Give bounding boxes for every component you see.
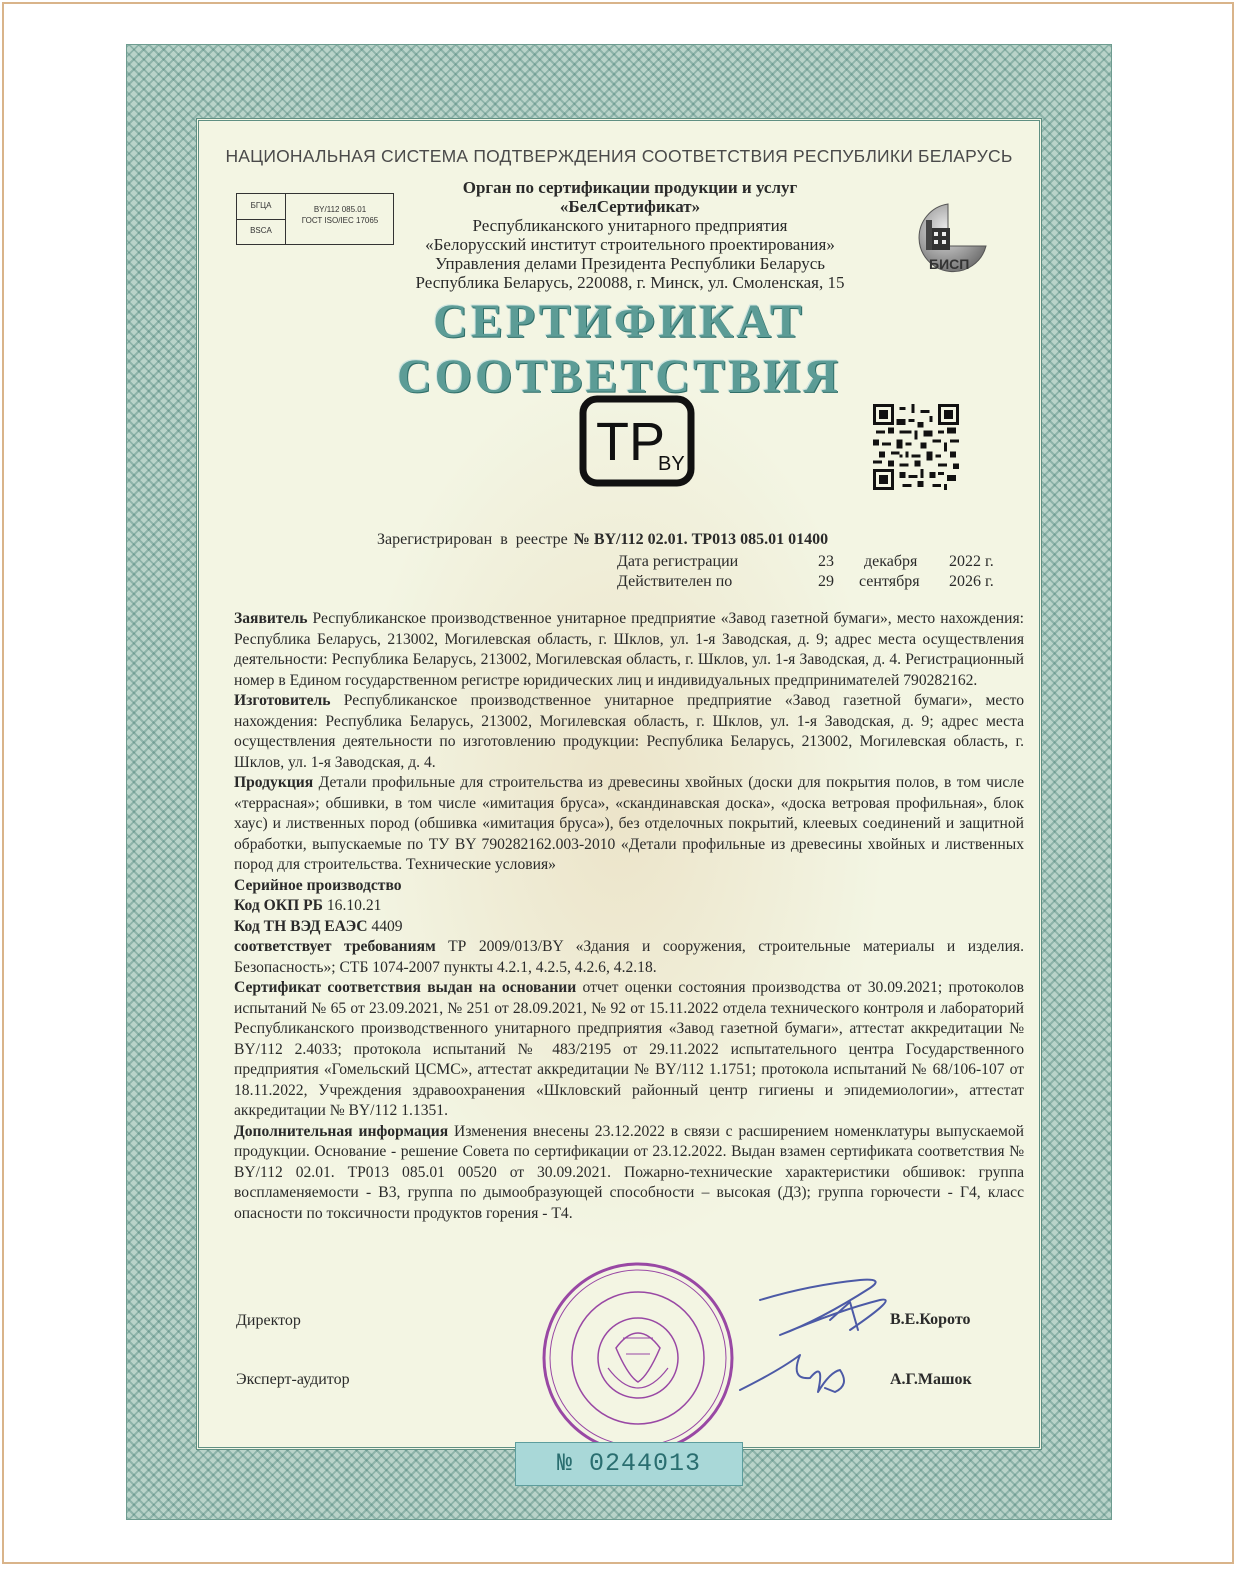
registration-year: 2022 г. [949, 553, 994, 570]
registry-prefix: Зарегистрирован в реестре [377, 531, 568, 548]
conforms-section [234, 937, 1024, 978]
tr-mark-sub: BY [658, 453, 685, 475]
bisp-logo-text: БИСП [929, 256, 970, 272]
organ-line: «Белорусский институт строительного проектирования» [425, 235, 835, 254]
accreditation-mark [236, 193, 394, 245]
applicant-section [234, 609, 1024, 691]
extra-info-label: Дополнительная информация [234, 1122, 449, 1140]
tr-conformity-mark-icon [578, 394, 696, 488]
registration-day: 23 [818, 553, 834, 570]
director-label: Директор [236, 1312, 301, 1329]
certificate-body [234, 609, 1024, 1224]
basis-section [234, 978, 1024, 1122]
organ-line: Орган по сертификации продукции и услуг [462, 178, 798, 197]
tnved-code [234, 917, 1024, 938]
accreditation-number: BY/112 085.01 [313, 205, 367, 214]
okp-value: 16.10.21 [322, 897, 382, 914]
extra-info-text: Изменения внесены 23.12.2022 в связи с расширением номенклатуры выпускаемой продукции. Основание - решение Совета по сертификации от 23.12.2022. Выдан взамен сертификата соответствия № BY/112 02.01. ТР013 085.01 00520 от 30.09.2021. Пожарно-технические характеристики обшивок: группа воспламеняемости - В3, группа по дымообразующей способности – высокая (Д3); группа горючести - Г4, класс опасности по токсичности продуктов горения - Т4. [234, 1122, 1024, 1222]
product-text: Детали профильные для строительства из древесины хвойных (доски для покрытия полов, в том числе «террасная»; обшивки, в том числе «имитация бруса», «скандинавская доска», «доска ветровая профильная», блок хаус) и лиственных пород (обшивка «имитация бруса»), без отделочных покрытий, клеевых соединений и защитной обработки, выпускаемые по ТУ BY 790282162.003-2010 «Детали профильные из древесины хвойных и лиственных пород для строительства. Технические условия» [234, 774, 1024, 873]
okp-code [234, 896, 1024, 917]
director-name: В.Е.Корото [890, 1311, 971, 1328]
basis-label: Сертификат соответствия выдан на основании [234, 979, 577, 996]
serial-label: Серийное производство [234, 876, 402, 894]
manufacturer-text: Республиканское производственное унитарное предприятие «Завод газетной бумаги», место нахождения: Республика Беларусь, 213002, Могилевская область, г. Шклов, ул. 1-я Заводская, д. 9; адрес места осуществления деятельности по изготовлению продукции: Республика Беларусь, 213002, Могилевская область, г. Шклов, ул. 1-я Заводская, д. 4. [234, 692, 1024, 771]
registry-number: № BY/112 02.01. ТР013 085.01 01400 [573, 531, 829, 548]
applicant-label: Заявитель [234, 610, 308, 627]
extra-info-section [234, 1122, 1024, 1225]
valid-day: 29 [818, 573, 834, 590]
national-system-header: НАЦИОНАЛЬНАЯ СИСТЕМА ПОДТВЕРЖДЕНИЯ СООТВЕТСТВИЯ РЕСПУБЛИКИ БЕЛАРУСЬ [225, 146, 1013, 166]
registry-line [377, 531, 828, 549]
auditor-label: Эксперт-аудитор [236, 1371, 350, 1388]
tr-mark-main: TP [596, 412, 666, 472]
serial-production [234, 876, 1024, 897]
product-label: Продукция [234, 774, 314, 791]
valid-until-label: Действителен по [617, 573, 733, 590]
organ-line: Республиканского унитарного предприятия [472, 216, 788, 235]
manufacturer-section [234, 691, 1024, 773]
accreditation-label-bottom: BSCA [250, 226, 272, 235]
organ-line: Управления делами Президента Республики Беларусь [434, 254, 826, 273]
tnved-value: 4409 [367, 917, 403, 935]
accreditation-label-top: БГЦА [250, 201, 272, 210]
product-section [234, 773, 1024, 876]
basis-text: отчет оценки состояния производства от 30.09.2021; протоколов испытаний № 65 от 23.09.2021, № 251 от 28.09.2021, № 92 от 15.11.2022 отдела технического контроля и лабораторий Республиканского производственного унитарного предприятия «Завод газетной бумаги», аттестат аккредитации № BY/112 2.4033; протокола испытаний № 483/2195 от 29.11.2022 испытательного центра Государственного предприятия «Гомельский ЦСМС», аттестат аккредитации № BY/112 1.1751; протокола испытаний № 68/106-107 от 18.11.2022, Учреждения здравоохранения «Шкловский районный центр гигиены и эпидемиологии», аттестат аккредитации № BY/112 1.1351. [234, 979, 1024, 1119]
organ-line: Республика Беларусь, 220088, г. Минск, ул. Смоленская, 15 [415, 273, 845, 292]
signature-icon [700, 1260, 930, 1410]
valid-month: сентября [859, 573, 920, 590]
auditor-name: А.Г.Машок [890, 1371, 972, 1388]
registration-date-label: Дата регистрации [617, 553, 739, 570]
tnved-label: Код ТН ВЭД ЕАЭС [234, 917, 368, 935]
conforms-label: соответствует требованиям [234, 938, 436, 955]
organ-line: «БелСертификат» [559, 197, 701, 216]
manufacturer-label: Изготовитель [234, 692, 331, 709]
qr-code-icon [873, 404, 959, 490]
valid-year: 2026 г. [949, 573, 994, 590]
certification-body [380, 178, 880, 292]
certificate-title: СЕРТИФИКАТ СООТВЕТСТВИЯ [396, 295, 842, 403]
accreditation-standard: ГОСТ ISO/IEC 17065 [301, 216, 379, 225]
okp-label: Код ОКП РБ [234, 897, 323, 914]
registration-month: декабря [864, 553, 918, 570]
serial-number-box: № 0244013 [515, 1442, 743, 1486]
applicant-text: Республиканское производственное унитарное предприятие «Завод газетной бумаги», место нахождения: Республика Беларусь, 213002, Могилевская область, г. Шклов, ул. 1-я Заводская, д. 9; адрес места осуществления деятельности: Республика Беларусь, 213002, Могилевская область, г. Шклов, ул. 1-я Заводская, д. 4. Регистрационный номер в Едином государственном регистре юридических лиц и индивидуальных предпринимателей 790282162. [234, 610, 1024, 689]
conforms-text: ТР 2009/013/BY «Здания и сооружения, строительные материалы и изделия. Безопасность»; СТБ 1074-2007 пункты 4.2.1, 4.2.5, 4.2.6, 4.2.18. [234, 938, 1024, 976]
